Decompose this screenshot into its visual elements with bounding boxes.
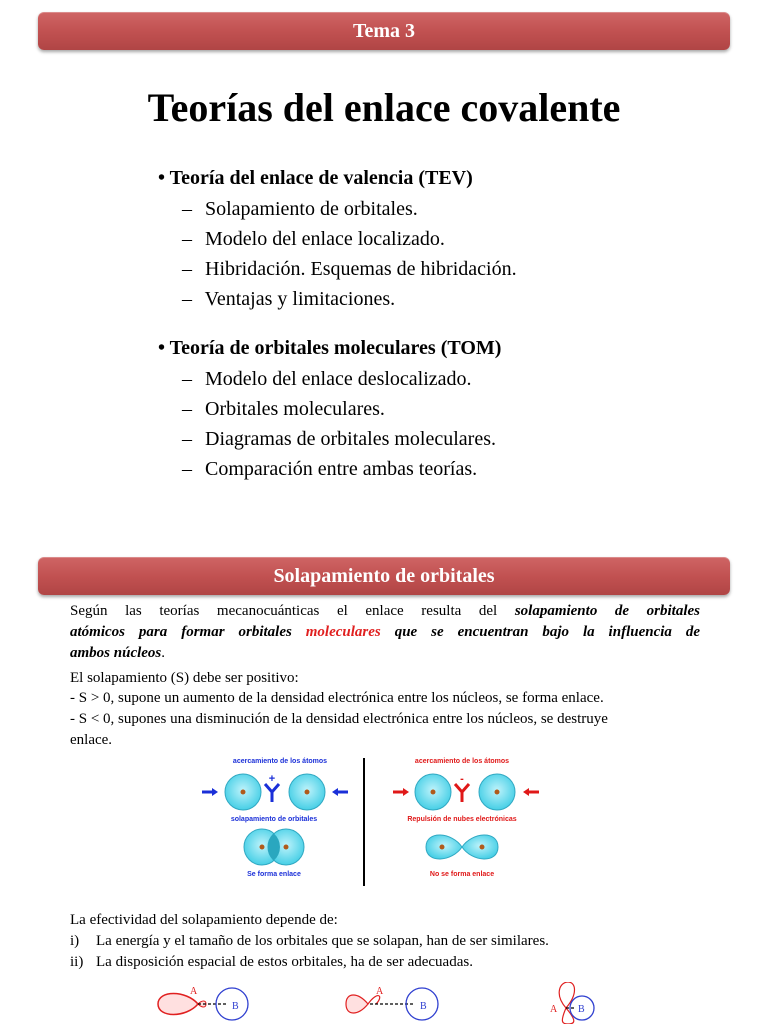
subitem (182, 288, 395, 311)
subitem (182, 428, 496, 451)
orbital-sketch-1 (150, 982, 280, 1024)
nucleus (284, 845, 289, 850)
orbital-sketch-3 (520, 982, 650, 1024)
nucleus (480, 845, 485, 850)
dash: – (182, 258, 192, 280)
left-top-label: acercamiento de los átomos (232, 758, 328, 765)
label-b: B (420, 1001, 427, 1012)
overlap-diagram (190, 752, 550, 892)
slide-title: Teorías del enlace covalente (147, 85, 621, 130)
overlap-line: - S < 0, supones una disminución de la densidad electrónica entre los núcleos, se destruye (70, 711, 608, 727)
dash: – (182, 428, 192, 450)
subitem (182, 258, 517, 281)
effectiveness-item (70, 954, 473, 971)
subitem (182, 198, 418, 221)
subitem-text: Solapamiento de orbitales. (205, 198, 418, 220)
overlap-line: enlace. (70, 732, 113, 748)
subitem-text: Modelo del enlace deslocalizado. (205, 368, 472, 390)
subitem-text: Ventajas y limitaciones. (204, 288, 396, 310)
intro-emphasis: solapamiento de orbitales (514, 603, 701, 619)
subitem-text: Diagramas de orbitales moleculares. (205, 428, 496, 450)
subitem-text: Modelo del enlace localizado. (205, 228, 445, 250)
item-text: La disposición espacial de estos orbitales, ha de ser adecuadas. (96, 954, 473, 970)
topic-heading-tev: • Teoría del enlace de valencia (TEV) (158, 167, 473, 189)
subitem (182, 368, 472, 391)
subitem (182, 398, 385, 421)
nucleus (495, 790, 500, 795)
intro-emphasis: ambos núcleos (70, 645, 162, 661)
section-banner: Solapamiento de orbitales (38, 557, 730, 595)
item-number: i) (70, 933, 80, 949)
p-orbital-lobe (346, 995, 368, 1013)
intro-emphasis: atómicos para formar orbitales (70, 624, 292, 640)
dash: – (182, 368, 192, 390)
right-mid-label: Repulsión de nubes electrónicas (407, 816, 517, 823)
fork-icon (265, 784, 279, 802)
arrowhead-icon (523, 788, 529, 796)
dash: – (182, 198, 192, 220)
dash: – (182, 458, 192, 480)
subitem (182, 228, 445, 251)
fork-icon (455, 784, 469, 802)
topic-heading-tom: • Teoría de orbitales moleculares (TOM) (158, 337, 502, 359)
arrowhead-icon (212, 788, 218, 796)
label-a: A (190, 986, 198, 997)
subitem-text: Orbitales moleculares. (205, 398, 385, 420)
orbital-sketch-2 (340, 982, 470, 1024)
arrowhead-icon (403, 788, 409, 796)
item-number: ii) (70, 954, 84, 970)
right-top-label: acercamiento de los átomos (414, 758, 510, 765)
intro-text: Según las teorías mecanocuánticas el enlace resulta del (70, 603, 498, 619)
effectiveness-intro: La efectividad del solapamiento depende de: (70, 912, 338, 928)
label-b: B (232, 1001, 239, 1012)
p-orbital-lobe (562, 1008, 573, 1024)
label-a: A (550, 1004, 558, 1015)
minus-sign: - (460, 773, 464, 785)
subitem-text: Hibridación. Esquemas de hibridación. (205, 258, 517, 280)
nucleus (440, 845, 445, 850)
dash: – (182, 288, 192, 310)
dash: – (182, 228, 192, 250)
nucleus (260, 845, 265, 850)
intro-line-3 (70, 643, 700, 664)
tema-banner: Tema 3 (38, 12, 730, 50)
nucleus (241, 790, 246, 795)
nucleus (431, 790, 436, 795)
intro-line-2 (70, 622, 700, 643)
label-a: A (376, 986, 384, 997)
subitem-text: Comparación entre ambas teorías. (205, 458, 478, 480)
intro-period: . (161, 645, 166, 661)
dash: – (182, 398, 192, 420)
label-b: B (578, 1004, 585, 1015)
nucleus (305, 790, 310, 795)
arrowhead-icon (332, 788, 338, 796)
subitem (182, 458, 477, 481)
left-mid-label: solapamiento de orbitales (230, 816, 318, 823)
left-bottom-label: Se forma enlace (247, 871, 301, 878)
right-bottom-label: No se forma enlace (429, 871, 495, 878)
intro-line-1 (70, 601, 700, 622)
plus-sign: + (268, 773, 276, 785)
effectiveness-item (70, 933, 549, 950)
overlap-line: - S > 0, supone un aumento de la densidad electrónica entre los núcleos, se forma enlace. (70, 690, 604, 706)
p-orbital-lobe (559, 982, 574, 1008)
intro-red-word: moleculares (305, 624, 381, 640)
overlap-line: El solapamiento (S) debe ser positivo: (70, 670, 299, 686)
item-text: La energía y el tamaño de los orbitales que se solapan, han de ser similares. (96, 933, 549, 949)
intro-emphasis: que se encuentran bajo la influencia de (394, 624, 700, 640)
